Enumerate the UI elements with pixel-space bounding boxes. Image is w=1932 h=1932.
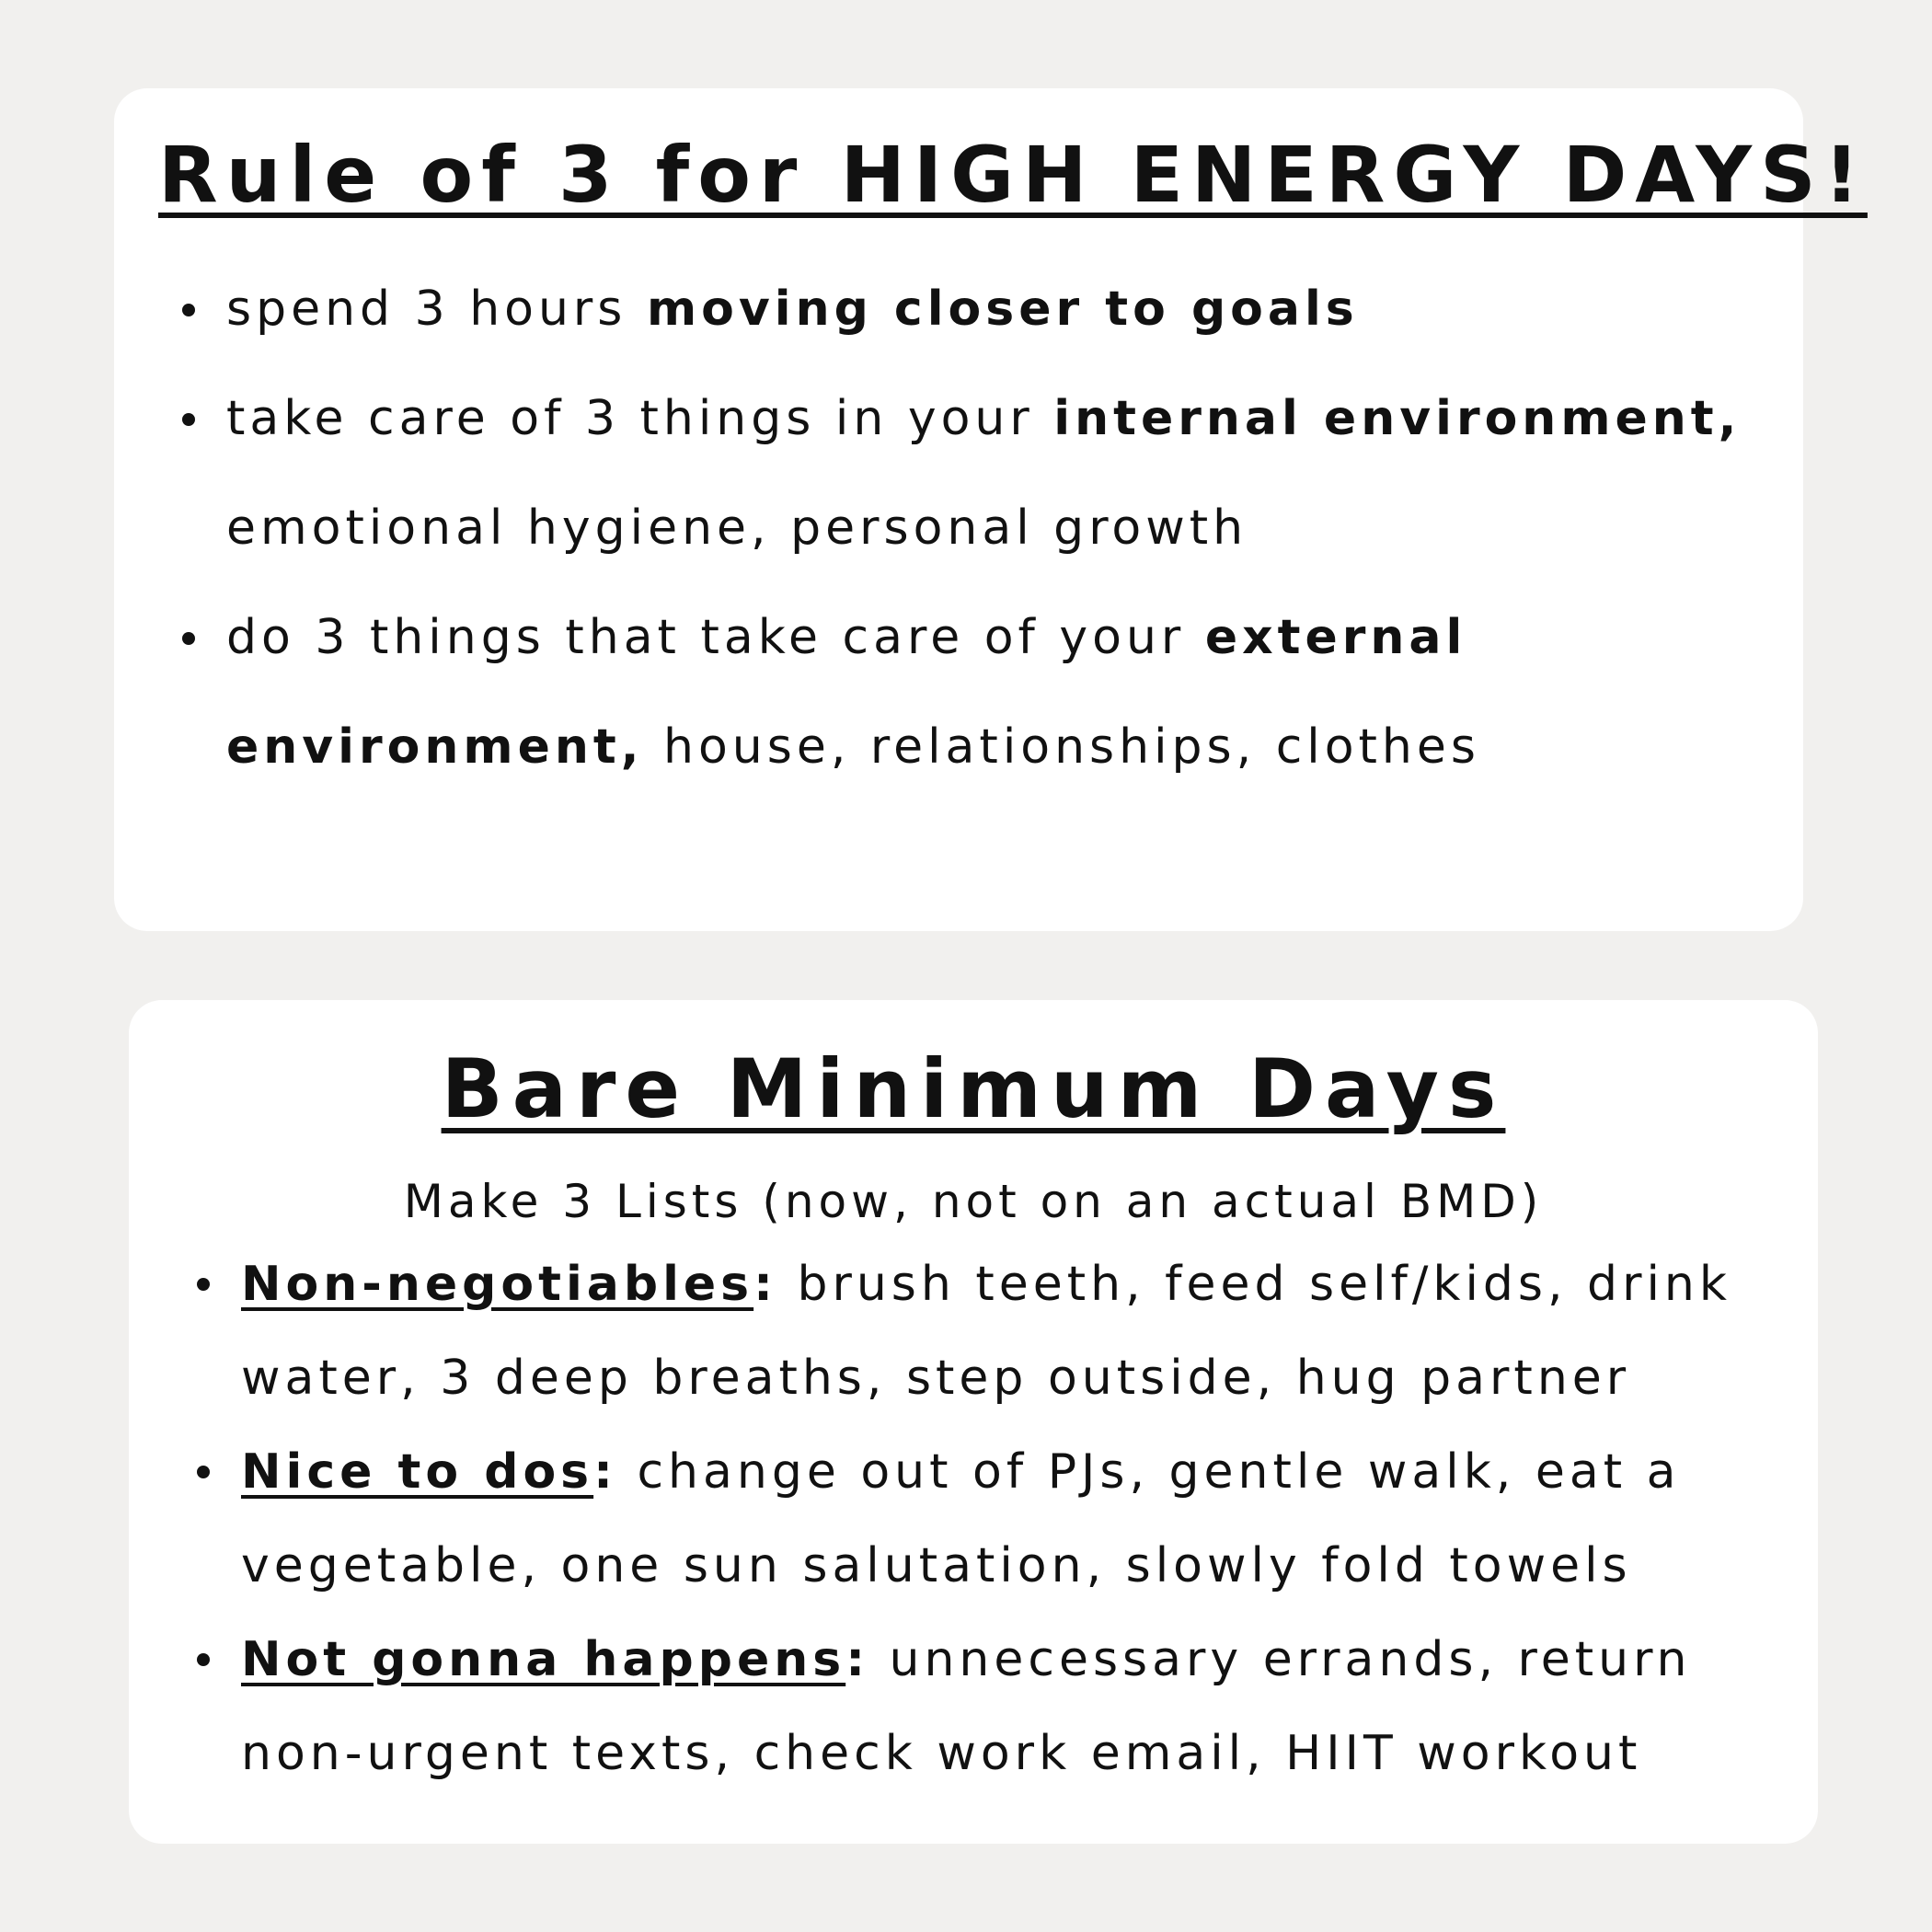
bullet-icon	[197, 1653, 210, 1666]
bare-minimum-subtitle: Make 3 Lists (now, not on an actual BMD)	[403, 1174, 1544, 1228]
item-label: Nice to dos	[241, 1443, 594, 1500]
item-text: do 3 things that take care of your	[226, 609, 1205, 665]
list-item	[166, 255, 1752, 364]
bullet-icon	[182, 304, 195, 316]
list-item	[180, 1237, 1766, 1425]
item-text: take care of 3 things in your	[226, 390, 1054, 446]
list-item	[166, 583, 1752, 802]
item-emphasis: external environment,	[226, 609, 1467, 775]
item-emphasis: internal environment,	[1053, 390, 1742, 446]
item-emphasis: moving closer to goals	[646, 281, 1359, 337]
item-label: Non-negotiables	[241, 1256, 754, 1312]
item-label: Not gonna happens	[241, 1631, 846, 1687]
item-text: unnecessary errands, return non-urgent texts, check work email, HIIT workout	[241, 1631, 1692, 1781]
high-energy-list	[166, 255, 1752, 802]
list-item	[180, 1613, 1766, 1800]
bullet-icon	[182, 413, 195, 426]
bullet-icon	[197, 1278, 210, 1291]
bare-minimum-list	[180, 1237, 1766, 1800]
item-separator: :	[845, 1631, 869, 1687]
high-energy-title: Rule of 3 for HIGH ENERGY DAYS!	[158, 130, 1868, 220]
high-energy-card	[114, 88, 1868, 931]
item-separator: :	[593, 1443, 617, 1500]
list-item	[166, 364, 1752, 583]
item-text: spend 3 hours	[226, 281, 647, 337]
item-text: brush teeth, feed self/kids, drink water, 3 deep breaths, step outside, hug partner	[241, 1256, 1731, 1406]
bare-minimum-title: Bare Minimum Days	[441, 1041, 1506, 1136]
bullet-icon	[197, 1466, 210, 1478]
item-rest: house, relationships, clothes	[643, 719, 1480, 775]
bullet-icon	[182, 632, 195, 645]
item-text: change out of PJs, gentle walk, eat a vegetable, one sun salutation, slowly fold towels	[241, 1443, 1681, 1593]
list-item	[180, 1425, 1766, 1613]
item-rest: emotional hygiene, personal growth	[226, 500, 1248, 556]
bare-minimum-card	[129, 1000, 1818, 1844]
item-separator: :	[753, 1256, 777, 1312]
